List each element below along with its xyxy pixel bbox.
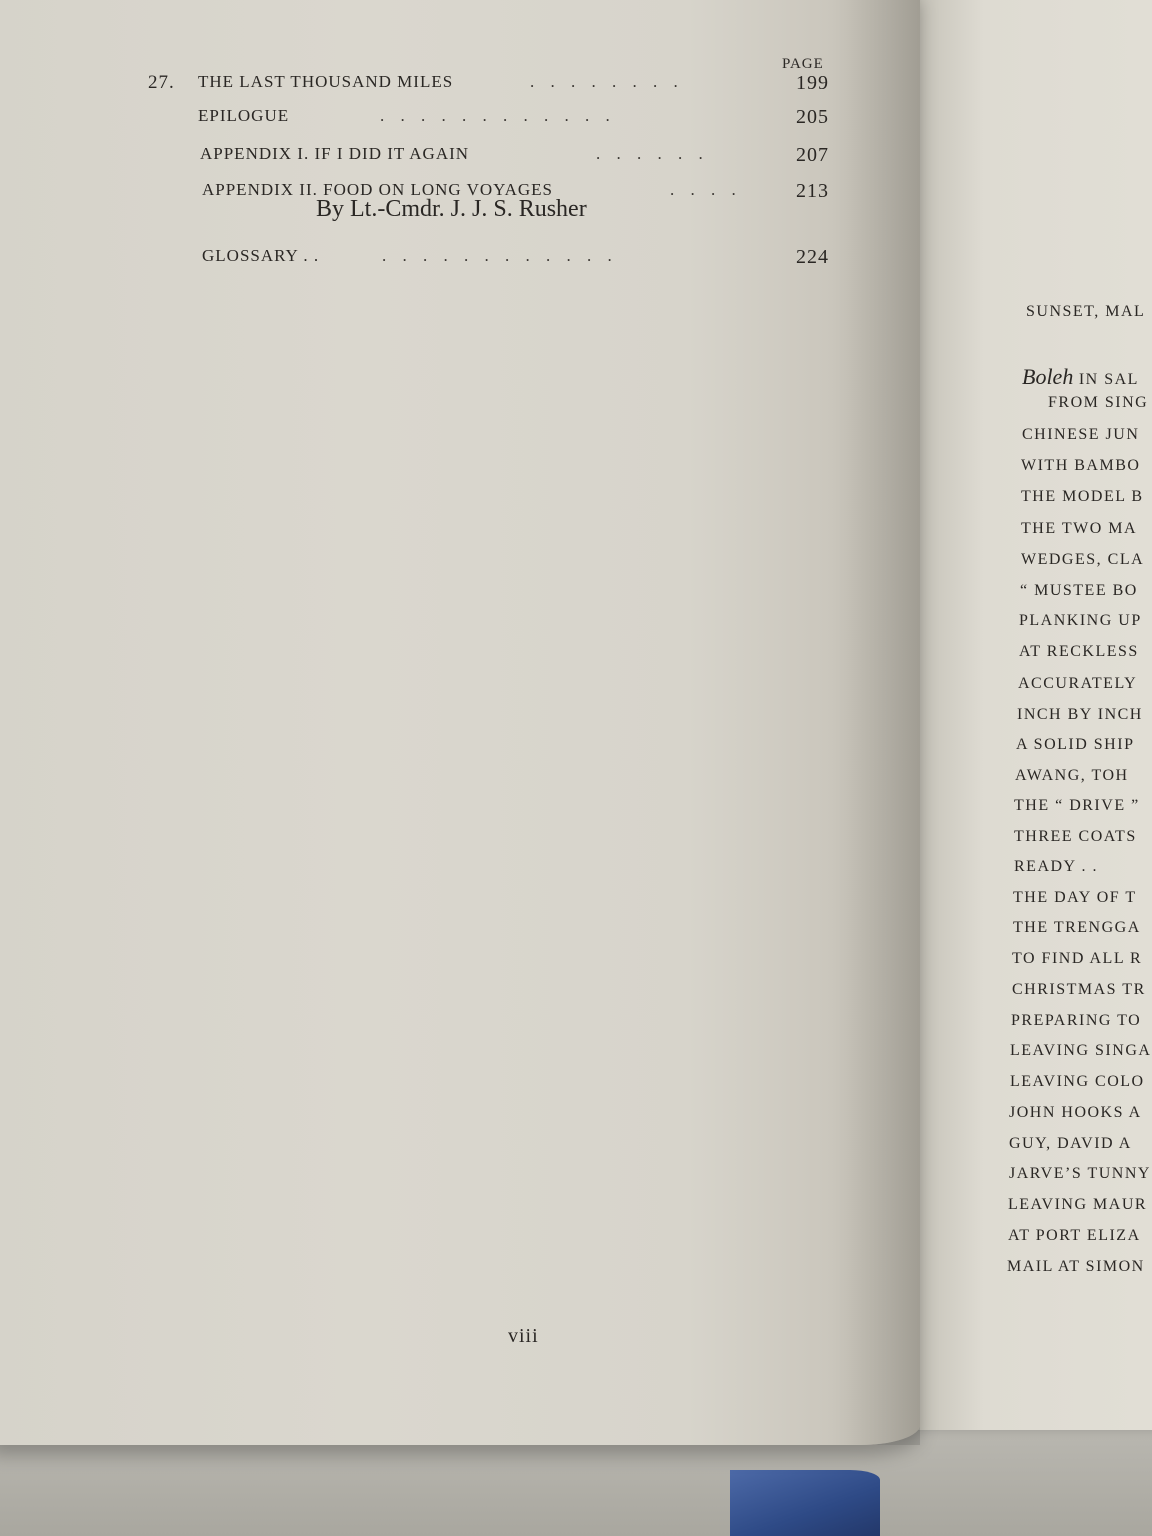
illustration-list-item xyxy=(1026,303,1145,321)
illustration-caption: IN SAL xyxy=(1073,371,1139,388)
illustration-list-item xyxy=(1021,457,1140,475)
illustration-caption: AT PORT ELIZA xyxy=(1008,1227,1141,1244)
illustration-list-item xyxy=(1012,981,1146,999)
illustration-caption: AWANG, TOH xyxy=(1015,767,1129,784)
illustration-caption: WITH BAMBO xyxy=(1021,457,1141,474)
illustration-list-item xyxy=(1015,767,1129,785)
illustration-list-item xyxy=(1019,612,1142,630)
illustration-caption: LEAVING SINGA xyxy=(1010,1042,1152,1059)
illustration-list-item xyxy=(1014,797,1140,815)
chapter-number: 27. xyxy=(148,72,175,93)
illustration-caption: THREE COATS xyxy=(1014,828,1137,845)
illustration-list-item xyxy=(1014,828,1137,846)
illustration-caption: SUNSET, MAL xyxy=(1026,303,1146,320)
illustration-caption: AT RECKLESS xyxy=(1019,643,1139,660)
illustration-caption: CHRISTMAS TR xyxy=(1012,981,1146,998)
entry-page-number: 224 xyxy=(796,246,829,268)
illustration-list-item xyxy=(1012,950,1142,968)
illustration-caption: JOHN HOOKS A xyxy=(1009,1104,1142,1121)
illustration-caption: INCH BY INCH xyxy=(1017,706,1143,723)
illustration-list-item xyxy=(1019,643,1139,661)
leader-dots: . . . . xyxy=(670,180,742,199)
illustration-list-item xyxy=(1008,1196,1147,1214)
entry-title: APPENDIX II. FOOD ON LONG VOYAGES xyxy=(202,180,553,199)
illustration-list-item xyxy=(1013,919,1141,937)
leader-dots: . . . . . . . . xyxy=(530,72,684,91)
illustration-caption: THE MODEL B xyxy=(1021,488,1144,505)
illustration-list-item xyxy=(1013,889,1137,907)
illustration-list-item xyxy=(1022,364,1139,390)
illustration-list-item xyxy=(1016,736,1134,754)
illustration-list-item xyxy=(1009,1165,1151,1183)
illustration-caption: FROM SING xyxy=(1048,394,1149,411)
illustration-list-item xyxy=(1021,488,1144,506)
entry-title: THE LAST THOUSAND MILES xyxy=(198,72,454,91)
entry-title: APPENDIX I. IF I DID IT AGAIN xyxy=(200,144,470,163)
illustration-list-item xyxy=(1018,675,1137,693)
list-of-illustrations xyxy=(894,0,1152,1430)
illustration-caption: LEAVING MAUR xyxy=(1008,1196,1148,1213)
illustration-caption: WEDGES, CLA xyxy=(1021,551,1145,568)
illustration-list-item xyxy=(1010,1073,1145,1091)
illustration-caption: LEAVING COLO xyxy=(1010,1073,1145,1090)
illustration-list-item xyxy=(1021,551,1144,569)
illustration-list-item xyxy=(1010,1042,1151,1060)
illustration-caption: PLANKING UP xyxy=(1019,612,1142,629)
illustration-list-item xyxy=(1009,1104,1142,1122)
entry-page-number: 213 xyxy=(796,180,829,202)
illustration-list-item xyxy=(1014,858,1098,876)
page-column-header: PAGE xyxy=(782,56,824,72)
illustration-caption: READY . . xyxy=(1014,858,1099,875)
illustration-caption: THE TRENGGA xyxy=(1013,919,1141,936)
italic-ship-name: Boleh xyxy=(1022,364,1074,389)
illustration-list-item xyxy=(1011,1012,1141,1030)
illustration-list-item xyxy=(1022,426,1139,444)
leader-dots: . . . . . . . . . . . . xyxy=(382,246,618,265)
illustration-list-item xyxy=(1017,706,1143,724)
illustration-list-item xyxy=(1008,1227,1141,1245)
leader-dots: . . . . . . xyxy=(596,144,709,163)
book-binding-edge xyxy=(0,1430,1152,1536)
illustration-caption: THE “ DRIVE ” xyxy=(1014,797,1140,814)
illustration-caption: A SOLID SHIP xyxy=(1016,736,1135,753)
illustration-caption: THE DAY OF T xyxy=(1013,889,1137,906)
entry-page-number: 199 xyxy=(796,72,829,94)
entry-title: EPILOGUE xyxy=(198,106,290,125)
illustration-list-item xyxy=(1020,582,1138,600)
entry-page-number: 207 xyxy=(796,144,829,166)
illustration-caption: GUY, DAVID A xyxy=(1009,1135,1132,1152)
blue-cloth-cover xyxy=(730,1470,880,1536)
illustration-caption: ACCURATELY xyxy=(1018,675,1138,692)
appendix-author-byline: By Lt.-Cmdr. J. J. S. Rusher xyxy=(316,196,587,222)
illustration-caption: THE TWO MA xyxy=(1021,520,1138,537)
illustration-list-item xyxy=(1048,394,1148,412)
leader-dots: . . . . . . . . . . . . xyxy=(380,106,616,125)
entry-page-number: 205 xyxy=(796,106,829,128)
illustration-caption: PREPARING TO xyxy=(1011,1012,1142,1029)
illustration-list-item xyxy=(1021,520,1137,538)
illustration-caption: CHINESE JUN xyxy=(1022,426,1140,443)
illustration-list-item xyxy=(1009,1135,1132,1153)
toc-entry xyxy=(0,106,920,146)
illustration-list-item xyxy=(1007,1258,1145,1276)
toc-entry xyxy=(0,144,920,184)
right-page xyxy=(894,0,1152,1430)
illustration-caption: TO FIND ALL R xyxy=(1012,950,1143,967)
entry-title: GLOSSARY . . xyxy=(202,246,320,265)
page-folio: viii xyxy=(508,1325,539,1347)
illustration-caption: “ MUSTEE BO xyxy=(1020,582,1138,599)
illustration-caption: MAIL AT SIMON xyxy=(1007,1258,1145,1275)
illustration-caption: JARVE’S TUNNY xyxy=(1009,1165,1151,1182)
toc-entry xyxy=(0,246,920,286)
